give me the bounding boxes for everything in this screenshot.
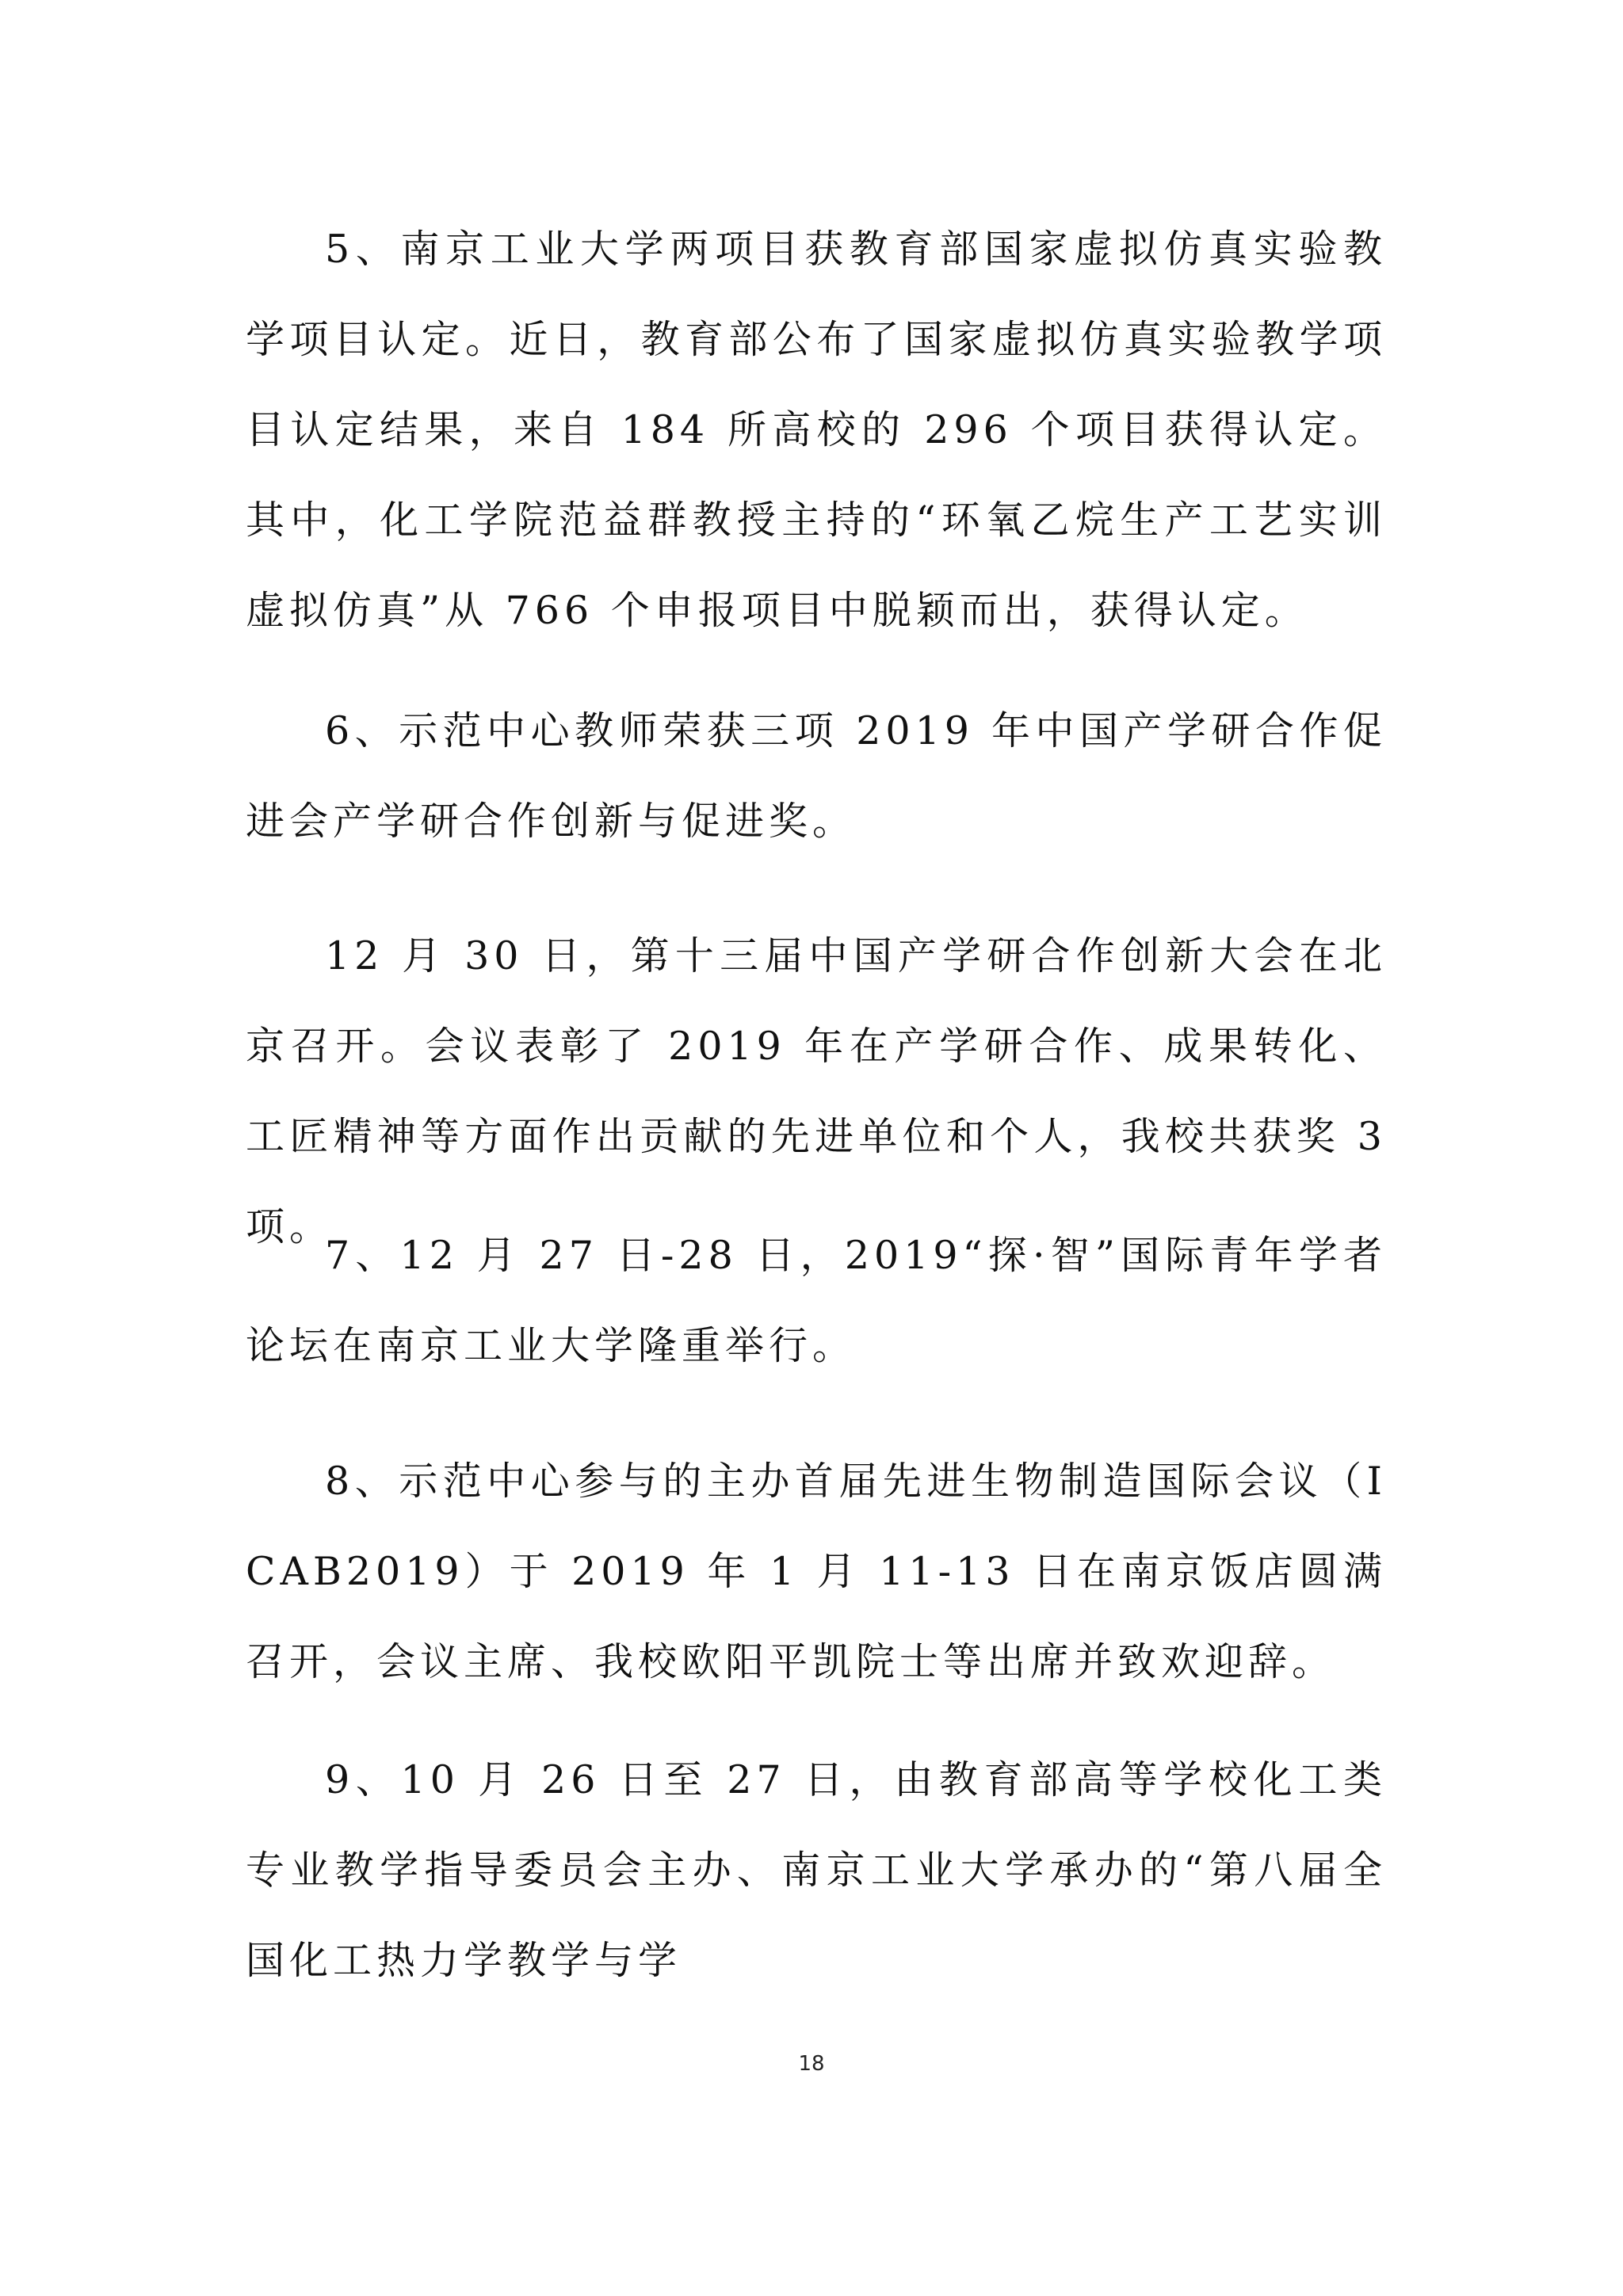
paragraph-item-9 xyxy=(246,1735,1387,2006)
paragraph-text: 8、示范中心参与的主办首届先进生物制造国际会议（ICAB2019）于 2019 年 1 月 11-13 日在南京饭店圆满召开，会议主席、我校欧阳平凯院士等出席并致欢迎辞。 xyxy=(246,1459,1387,1684)
paragraph-text: 7、12 月 27 日-28 日，2019“探·智”国际青年学者论坛在南京工业大学隆重举行。 xyxy=(246,1233,1387,1368)
paragraph-item-8 xyxy=(246,1436,1387,1707)
paragraph-text: 9、10 月 26 日至 27 日，由教育部高等学校化工类专业教学指导委员会主办、南京工业大学承办的“第八届全国化工热力学教学与学 xyxy=(246,1757,1387,1983)
paragraph-item-6 xyxy=(246,686,1387,867)
page-number: 18 xyxy=(798,2052,825,2076)
paragraph-text: 5、南京工业大学两项目获教育部国家虚拟仿真实验教学项目认定。近日，教育部公布了国家虚拟仿真实验教学项目认定结果，来自 184 所高校的 296 个项目获得认定。其中，化工学院范益群教授主持的“环氧乙烷生产工艺实训虚拟仿真”从 766 个申报项目中脱颖而出，获得认定。 xyxy=(246,227,1387,633)
paragraph-text: 12 月 30 日，第十三届中国产学研合作创新大会在北京召开。会议表彰了 2019 年在产学研合作、成果转化、工匠精神等方面作出贡献的先进单位和个人，我校共获奖 3 项。 xyxy=(246,933,1387,1249)
paragraph-item-7 xyxy=(246,1211,1387,1391)
paragraph-text: 6、示范中心教师荣获三项 2019 年中国产学研合作促进会产学研合作创新与促进奖。 xyxy=(246,708,1387,844)
paragraph-item-5 xyxy=(246,204,1387,656)
